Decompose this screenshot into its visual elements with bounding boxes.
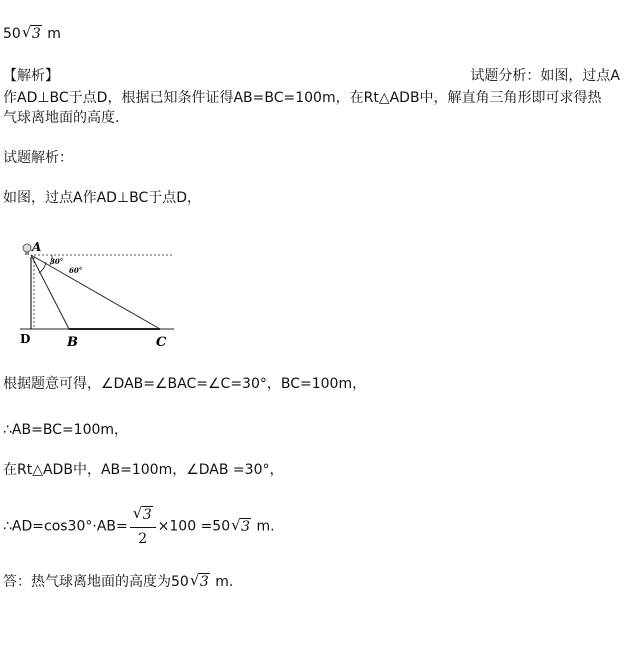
label-a: A	[32, 240, 42, 254]
angle-arc-60	[39, 262, 46, 273]
geometry-figure	[12, 238, 202, 358]
answer-coefficient: 50	[3, 26, 21, 42]
final-sqrt: √ 3	[189, 571, 209, 590]
answer-line	[3, 24, 61, 44]
analysis-heading: 【解析】	[3, 68, 59, 84]
final-answer	[3, 572, 233, 592]
answer-unit: m	[47, 26, 61, 42]
step5-times: ×100	[157, 518, 197, 535]
angle-label-60: 60°	[69, 266, 83, 275]
analysis-line-2: 作AD⊥BC于点D，根据已知条件证得AB=BC=100m，在Rt△ADB中，解直角三角形即可求得热	[3, 90, 602, 106]
solution-step-3: ∴AB=BC=100m，	[3, 422, 129, 438]
solution-heading: 试题解析：	[3, 150, 73, 166]
solution-step-2: 根据题意可得，∠DAB=∠BAC=∠C=30°，BC=100m，	[3, 376, 367, 392]
final-prefix: 答：热气球离地面的高度为50	[3, 574, 189, 590]
solution-step-5	[3, 505, 275, 548]
balloon-icon	[23, 244, 31, 255]
step5-equals: =50	[200, 518, 231, 535]
analysis-line-3: 气球离地面的高度.	[3, 110, 120, 126]
label-d: D	[20, 332, 31, 346]
label-b: B	[67, 335, 78, 350]
solution-step-4: 在Rt△ADB中，AB=100m，∠DAB =30°，	[3, 462, 284, 478]
solution-step-1: 如图，过点A作AD⊥BC于点D，	[3, 190, 202, 206]
analysis-intro: 试题分析：如图，过点A	[470, 68, 620, 84]
fraction-sqrt3-over-2: √ 3 2	[130, 505, 156, 548]
step5-unit: m.	[256, 518, 275, 535]
angle-label-30: 30°	[50, 257, 64, 266]
final-unit: m.	[215, 574, 234, 590]
step5-prefix: ∴AD=cos30°·AB=	[3, 518, 128, 535]
step5-sqrt: √ 3	[231, 515, 251, 535]
label-c: C	[156, 335, 167, 350]
sqrt-symbol: √ 3	[21, 23, 41, 42]
